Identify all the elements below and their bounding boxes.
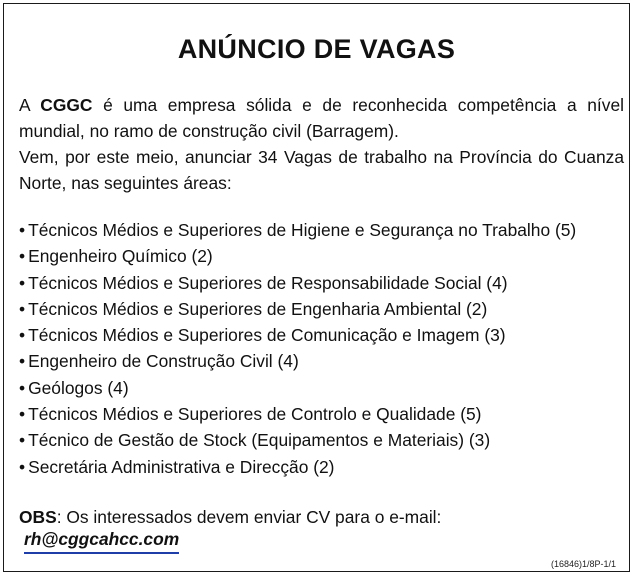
company-description-rest: é uma empresa sólida e de reconhecida competência a nível mundial, no ramo de construção civil (Barragem). — [19, 95, 624, 141]
area-label: Engenheiro Químico (2) — [28, 246, 213, 267]
list-item — [19, 401, 576, 427]
bullet-icon: • — [19, 351, 26, 372]
vacancy-areas-list — [19, 217, 576, 480]
job-ad-frame — [3, 3, 630, 572]
bullet-icon: • — [19, 246, 26, 267]
list-item — [19, 375, 576, 401]
email-link[interactable]: rh@cggcahcc.com — [24, 529, 179, 554]
bullet-icon: • — [19, 456, 26, 477]
obs-note — [19, 504, 441, 530]
list-item — [19, 348, 576, 374]
area-label: Técnicos Médios e Superiores de Higiene e Segurança no Trabalho (5) — [28, 220, 577, 240]
list-item — [19, 243, 576, 269]
company-description — [19, 92, 624, 144]
list-item — [19, 427, 576, 453]
area-label: Engenheiro de Construção Civil (4) — [28, 351, 299, 372]
area-label: Secretária Administrativa e Direcção (2) — [28, 456, 335, 477]
intro-text — [19, 92, 624, 196]
area-label: Técnicos Médios e Superiores de Responsabilidade Social (4) — [28, 272, 508, 293]
bullet-icon: • — [19, 272, 26, 293]
bullet-icon: • — [19, 377, 26, 398]
bullet-icon: • — [19, 298, 26, 319]
bullet-icon: • — [19, 430, 26, 451]
list-item — [19, 217, 576, 243]
obs-label: OBS — [19, 507, 57, 527]
list-item — [19, 270, 576, 296]
bullet-icon: • — [19, 220, 26, 240]
area-label: Técnicos Médios e Superiores de Comunicação e Imagem (3) — [28, 325, 506, 346]
bullet-icon: • — [19, 404, 26, 425]
area-label: Técnicos Médios e Superiores de Controlo e Qualidade (5) — [28, 404, 482, 425]
list-item — [19, 454, 576, 480]
bullet-icon: • — [19, 325, 26, 346]
area-label: Geólogos (4) — [28, 377, 129, 398]
area-label: Técnicos Médios e Superiores de Engenharia Ambiental (2) — [28, 298, 488, 319]
obs-text: : Os interessados devem enviar CV para o e-mail: — [56, 507, 442, 527]
list-item — [19, 296, 576, 322]
reference-code: (16846)1/8P-1/1 — [550, 559, 616, 569]
intro-prefix: A — [19, 95, 41, 115]
company-name: CGGC — [40, 95, 93, 115]
ad-title: ANÚNCIO DE VAGAS — [177, 34, 456, 64]
vacancy-announcement: Vem, por este meio, anunciar 34 Vagas de trabalho na Província do Cuanza Norte, nas seguintes áreas: — [19, 147, 624, 193]
list-item — [19, 322, 576, 348]
area-label: Técnico de Gestão de Stock (Equipamentos e Materiais) (3) — [28, 430, 491, 451]
